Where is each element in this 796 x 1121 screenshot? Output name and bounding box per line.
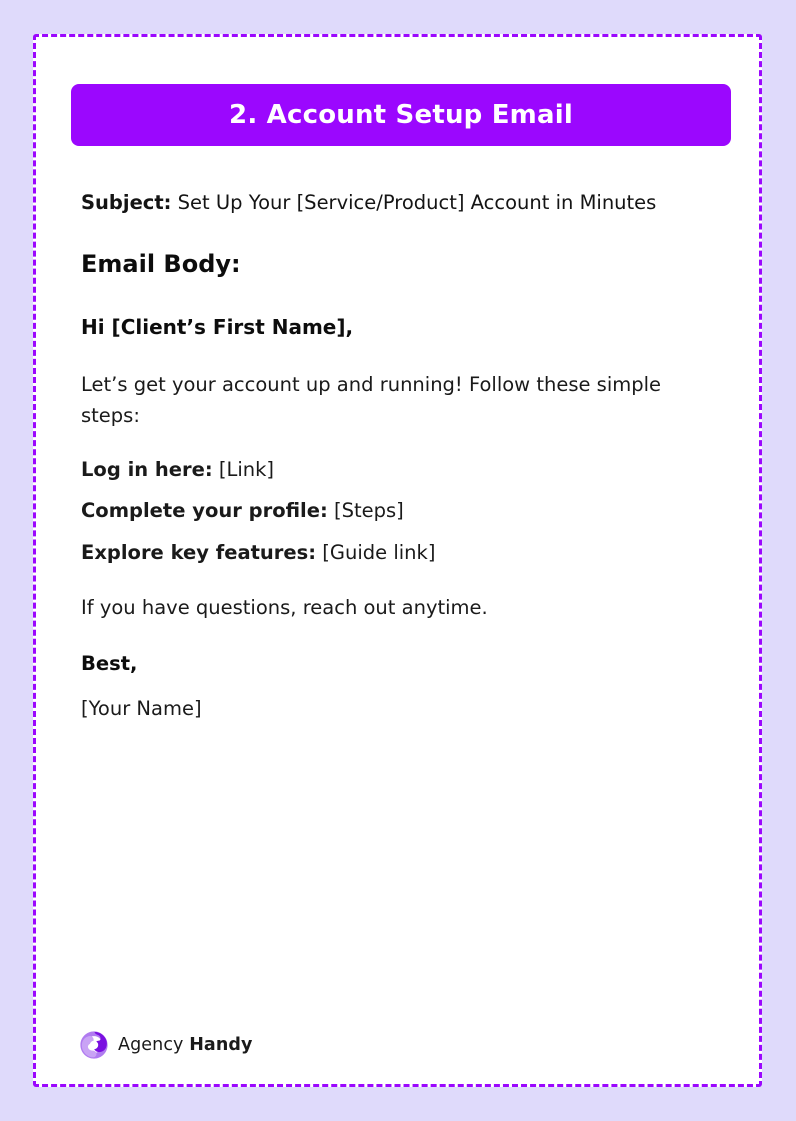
dashed-card-frame [33, 34, 762, 1087]
signoff-line: Best, [81, 652, 138, 676]
subject-value: Set Up Your [Service/Product] Account in Minutes [171, 191, 657, 214]
closing-line: If you have questions, reach out anytime. [81, 596, 488, 620]
brand-name [118, 1035, 253, 1055]
step-value: [Steps] [327, 499, 404, 523]
brand-name-second: Handy [189, 1035, 253, 1055]
step-label: Log in here: [81, 457, 213, 481]
signature-line: [Your Name] [81, 697, 202, 721]
brand-name-first: Agency [118, 1035, 190, 1055]
email-body-heading: Email Body: [81, 249, 241, 278]
section-banner [71, 84, 731, 146]
step-label: Complete your profile: [81, 499, 328, 523]
steps-list [81, 457, 726, 564]
step-value: [Guide link] [316, 540, 436, 564]
banner-title: 2. Account Setup Email [229, 100, 573, 130]
step-item [81, 501, 726, 521]
intro-paragraph: Let’s get your account up and running! Follow these simple steps: [81, 372, 662, 428]
step-label: Explore key features: [81, 540, 317, 564]
email-content [81, 177, 726, 720]
subject-label: Subject: [81, 191, 172, 214]
step-item [81, 540, 726, 564]
brand-footer [79, 1030, 253, 1060]
agency-handy-swirl-icon [79, 1030, 109, 1060]
step-value: [Link] [212, 457, 275, 481]
step-item [81, 457, 726, 481]
greeting-line: Hi [Client’s First Name], [81, 314, 354, 339]
subject-line [81, 193, 726, 213]
